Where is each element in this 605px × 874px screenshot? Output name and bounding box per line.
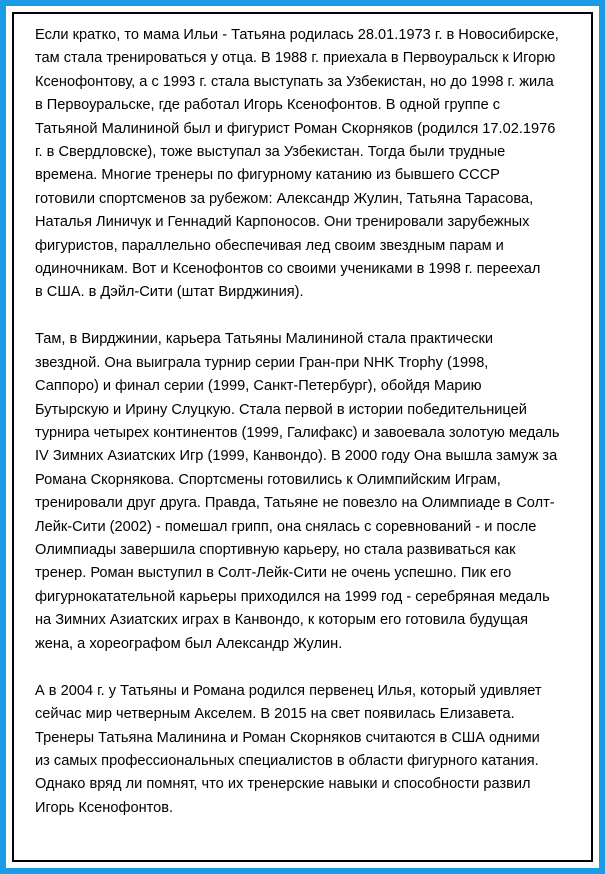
text-line: Романа Скорнякова. Спортсмены готовились к Олимпийским Играм, bbox=[35, 471, 501, 488]
text-line: турнира четырех континентов (1999, Галифакс) и завоевала золотую медаль bbox=[35, 425, 560, 442]
text-line: жена, а хореографом был Александр Жулин. bbox=[35, 635, 343, 652]
text-line: Бутырскую и Ирину Слуцкую. Стала первой в истории победительницей bbox=[35, 401, 527, 418]
text-line: времена. Многие тренеры по фигурному катанию из бывшего СССР bbox=[35, 167, 500, 184]
text-line: фигурнокатательной карьеры приходился на 1999 год - серебряная медаль bbox=[35, 588, 550, 605]
text-line: Тренеры Татьяна Малинина и Роман Скорняков считаются в США одними bbox=[35, 729, 540, 746]
text-line: тренер. Роман выступил в Солт-Лейк-Сити не очень успешно. Пик его bbox=[35, 565, 512, 582]
text-line: тренировали друг друга. Правда, Татьяне не повезло на Олимпиаде в Солт- bbox=[35, 495, 555, 512]
text-line: в США. в Дэйл-Сити (штат Вирджиния). bbox=[35, 284, 304, 301]
text-line: Татьяной Малининой был и фигурист Роман Скорняков (родился 17.02.1976 bbox=[35, 120, 556, 137]
paragraph-2 bbox=[35, 328, 583, 655]
text-line: в Первоуральске, где работал Игорь Ксенофонтов. В одной группе с bbox=[35, 97, 501, 114]
inner-border bbox=[12, 12, 593, 862]
article-body bbox=[35, 24, 583, 820]
text-line: одиночникам. Вот и Ксенофонтов со своими учениками в 1998 г. переехал bbox=[35, 260, 541, 277]
text-line: там стала тренироваться у отца. В 1988 г. приехала в Первоуральск к Игорю bbox=[35, 50, 556, 67]
text-line: Наталья Линичук и Геннадий Карпоносов. Они тренировали зарубежных bbox=[35, 214, 530, 231]
text-line: Игорь Ксенофонтов. bbox=[35, 799, 174, 816]
text-line: Если кратко, то мама Ильи - Татьяна родилась 28.01.1973 г. в Новосибирске, bbox=[35, 27, 559, 43]
text-line: Олимпиады завершила спортивную карьеру, но стала развиваться как bbox=[35, 542, 516, 558]
text-line: А в 2004 г. у Татьяны и Романа родился первенец Илья, который удивляет bbox=[35, 682, 542, 699]
text-line: на Зимних Азиатских играх в Канвондо, к которым его готовила будущая bbox=[35, 612, 529, 629]
text-line: звездной. Она выиграла турнир серии Гран-при NHK Trophy (1998, bbox=[35, 354, 489, 371]
text-line: фигуристов, параллельно обеспечивая лед своим звездным парам и bbox=[35, 237, 504, 254]
text-line: Ксенофонтову, а с 1993 г. стала выступать за Узбекистан, но до 1998 г. жила bbox=[35, 73, 554, 90]
text-line: Однако вряд ли помнят, что их тренерские навыки и способности развил bbox=[35, 776, 531, 793]
text-line: Там, в Вирджинии, карьера Татьяны Малининой стала практически bbox=[35, 331, 494, 348]
text-line: IV Зимних Азиатских Игр (1999, Канвондо). В 2000 году Она вышла замуж за bbox=[35, 448, 558, 465]
text-line: Саппоро) и финал серии (1999, Санкт-Петербург), обойдя Марию bbox=[35, 378, 482, 395]
paragraph-1 bbox=[35, 24, 583, 305]
paragraph-spacer bbox=[35, 305, 583, 329]
text-line: сейчас мир четверным Акселем. В 2015 на свет появилась Елизавета. bbox=[35, 706, 515, 723]
paragraph-spacer bbox=[35, 656, 583, 680]
text-line: г. в Свердловске), тоже выступал за Узбекистан. Тогда были трудные bbox=[35, 143, 506, 160]
text-line: Лейк-Сити (2002) - помешал грипп, она снялась с соревнований - и после bbox=[35, 518, 537, 535]
text-line: из самых профессиональных специалистов в области фигурного катания. bbox=[35, 752, 539, 769]
paragraph-3 bbox=[35, 680, 583, 820]
text-line: готовили спортсменов за рубежом: Александр Жулин, Татьяна Тарасова, bbox=[35, 190, 534, 207]
